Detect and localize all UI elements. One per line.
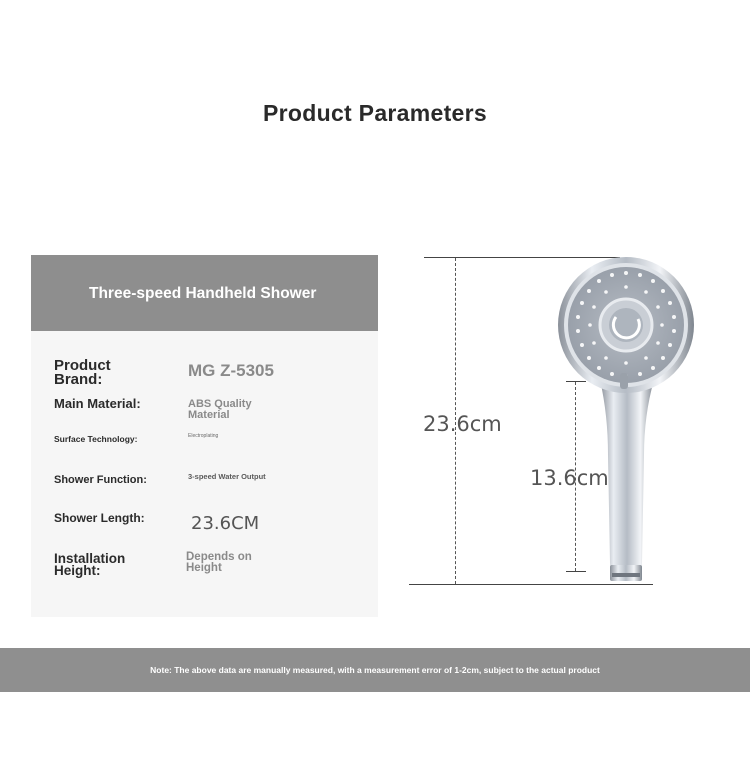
row-value-function: 3-speed Water Output	[188, 472, 266, 481]
row-value-installation: Depends on Height	[186, 551, 252, 574]
overall-length-label: 23.6cm	[423, 412, 502, 436]
row-label-function: Shower Function:	[54, 474, 147, 486]
measurement-note: Note: The above data are manually measured, with a measurement error of 1-2cm, subject to the actual product	[150, 665, 600, 675]
row-label-length: Shower Length:	[54, 511, 145, 525]
row-label-surface: Surface Technology:	[54, 434, 138, 444]
card-header	[31, 255, 378, 331]
row-value-brand: MG Z-5305	[188, 361, 274, 380]
row-label-brand: Product Brand:	[54, 357, 111, 388]
parameters-card	[31, 255, 378, 617]
card-header-title: Three-speed Handheld Shower	[89, 285, 317, 302]
shower-head-image	[548, 255, 698, 590]
page-title: Product Parameters	[263, 100, 487, 126]
row-value-material: ABS Quality Material	[188, 398, 252, 421]
row-value-length: 23.6CM	[191, 513, 260, 534]
row-label-installation: Installation Height:	[54, 551, 126, 578]
row-label-material: Main Material:	[54, 396, 141, 411]
handle-length-label: 13.6cm	[530, 466, 609, 490]
row-value-surface: Electroplating	[188, 433, 219, 439]
note-band	[0, 648, 750, 692]
